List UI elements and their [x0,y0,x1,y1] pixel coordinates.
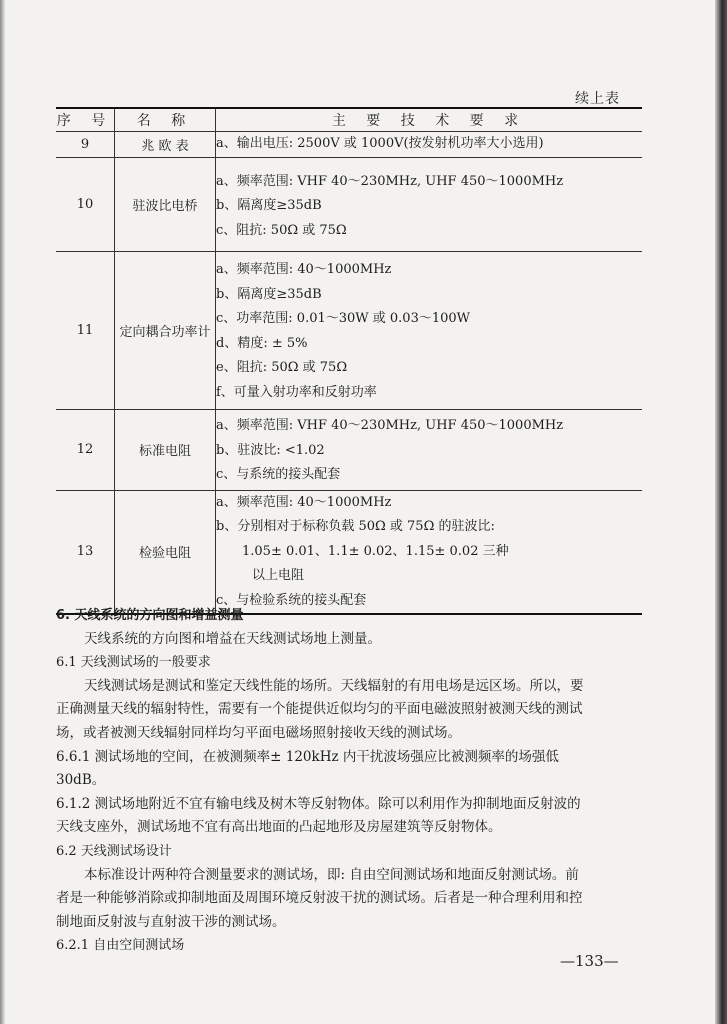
instrument-spec-table [56,107,642,615]
row-name: 兆 欧 表 [115,132,216,158]
requirement-line: 以上电阻 [252,568,305,583]
row-number: 9 [56,132,115,158]
requirement-line: c、阻抗: 50Ω 或 75Ω [216,222,347,238]
header-no: 序 号 [56,108,115,132]
header-name: 名 称 [115,108,216,132]
row-number: 13 [56,490,115,614]
paragraph-line: 天线系统的方向图和增益在天线测试场地上测量。 [84,630,381,647]
requirement-line: a、频率范围: 40～1000MHz [216,494,392,510]
requirement-line: 1.05± 0.01、1.1± 0.02、1.15± 0.02 三种 [242,543,509,559]
requirement-line: e、阻抗: 50Ω 或 75Ω [216,360,348,375]
row-number: 12 [56,410,115,491]
table-row [56,252,642,410]
requirement-line: c、功率范围: 0.01～30W 或 0.03～100W [216,311,471,326]
section-6-1-title: 6.1 天线测试场的一般要求 [56,655,211,671]
requirement-line: a、频率范围: VHF 40～230MHz, UHF 450～1000MHz [216,173,564,189]
requirement-line: f、可量入射功率和反射功率 [216,384,377,400]
row-name: 驻波比电桥 [115,157,216,252]
requirement-line: b、驻波比: <1.02 [216,442,325,458]
requirement-line: b、分别相对于标称负载 50Ω 或 75Ω 的驻波比: [216,519,495,534]
paragraph-line: 正确测量天线的辐射特性，需要有一个能提供近似均匀的平面电磁波照射被测天线的测试 [56,701,583,718]
paragraph-line: 天线测试场是测试和鉴定天线性能的场所。天线辐射的有用电场是远区场。所以，要 [84,677,584,694]
table-row [56,410,642,491]
paragraph-line: 6.1.2 测试场地附近不宜有输电线及树木等反射物体。除可以利用作为抑制地面反射波的 [56,795,581,812]
table-row [56,132,642,158]
paragraph-line: 制地面反射波与直射波干涉的测试场。 [56,913,286,930]
paragraph-line: 30dB。 [56,772,106,789]
row-name: 标准电阻 [115,410,216,491]
requirement-line: d、精度: ± 5% [216,335,308,351]
requirement-line: a、输出电压: 2500V 或 1000V(按发射机功率大小选用) [216,136,544,151]
row-requirements [216,410,643,491]
row-number: 10 [56,157,115,252]
table-header-row [56,108,642,132]
requirement-line: a、频率范围: VHF 40～230MHz, UHF 450～1000MHz [216,418,564,433]
requirement-line: b、隔离度≥35dB [216,198,322,213]
section-6-2-1-title: 6.2.1 自由空间测试场 [56,938,185,954]
continued-label: 续上表 [575,91,620,107]
paragraph-line: 者是一种能够消除或抑制地面及周围环境反射波干扰的测试场。后者是一种合理利用和控 [56,890,583,907]
row-number: 11 [56,252,115,410]
row-requirements [216,490,643,614]
requirement-line: c、与系统的接头配套 [216,467,341,482]
page-number: —133— [560,952,619,970]
row-requirements [216,132,643,158]
requirement-line: c、与检验系统的接头配套 [216,592,367,608]
body-text [56,604,636,958]
table-row [56,490,642,614]
row-requirements [216,157,643,252]
row-requirements [216,252,643,410]
paragraph-line: 本标准设计两种符合测量要求的测试场，即: 自由空间测试场和地面反射测试场。前 [84,866,579,883]
header-requirements: 主 要 技 术 要 求 [216,108,643,132]
page-left-edge [0,0,5,1024]
page-binding-edge [715,0,727,1024]
row-name: 定向耦合功率计 [115,252,216,410]
requirement-line: a、频率范围: 40～1000MHz [216,262,392,277]
section-6-title: 6. 天线系统的方向图和增益测量 [56,608,244,623]
section-6-2-title: 6.2 天线测试场设计 [56,843,172,859]
requirement-line: b、隔离度≥35dB [216,286,322,302]
row-name: 检验电阻 [115,490,216,614]
paragraph-line: 场，或者被测天线辐射同样均匀平面电磁场照射接收天线的测试场。 [56,724,461,741]
paragraph-line: 天线支座外，测试场地不宜有高出地面的凸起地形及房屋建筑等反射物体。 [56,819,502,836]
paragraph-line: 6.6.1 测试场地的空间，在被测频率± 120kHz 内干扰波场强应比被测频率的场强低 [56,748,559,765]
table-row [56,157,642,252]
